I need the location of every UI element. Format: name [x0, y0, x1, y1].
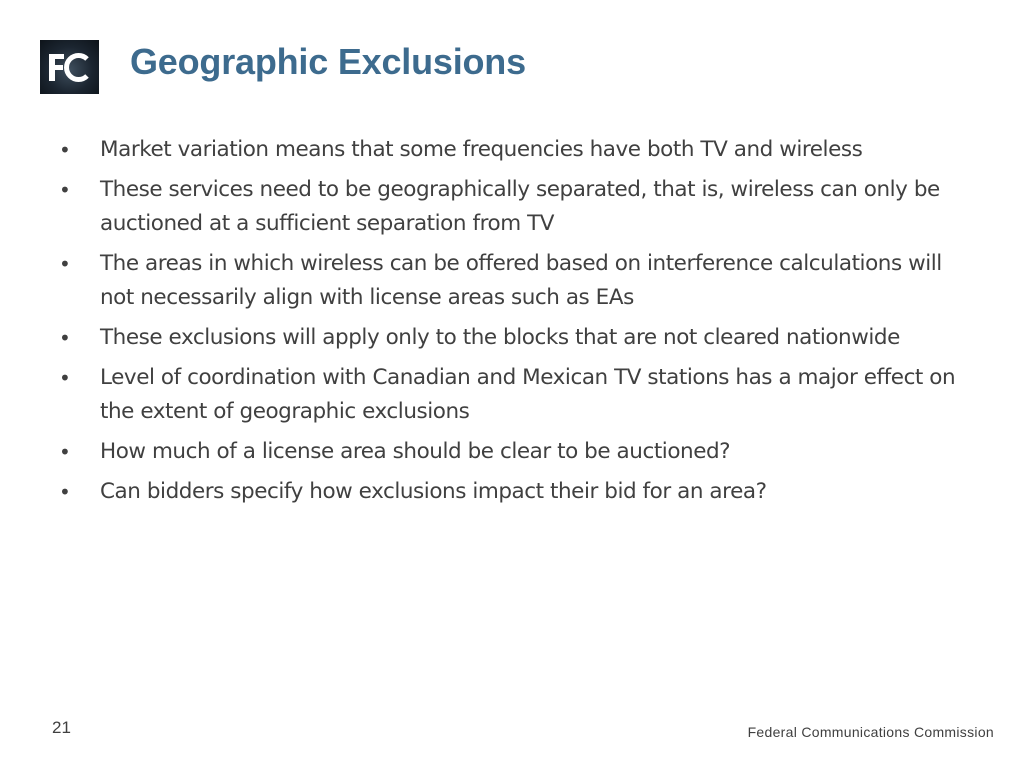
- bullet-dot-icon: •: [59, 440, 71, 464]
- bullet-item: [56, 361, 976, 429]
- bullet-text: Market variation means that some frequencies have both TV and wireless: [100, 137, 863, 162]
- bullet-dot-icon: •: [59, 480, 71, 504]
- bullet-item: [56, 247, 976, 315]
- bullet-dot-icon: •: [59, 366, 71, 390]
- bullet-dot-icon: •: [59, 326, 71, 350]
- bullet-text: These services need to be geographically separated, that is, wireless can only be auctioned at a sufficient separation from TV: [100, 177, 940, 236]
- bullet-item: [56, 173, 976, 241]
- bullet-text: Level of coordination with Canadian and Mexican TV stations has a major effect on the extent of geographic exclusions: [100, 365, 956, 424]
- bullet-dot-icon: •: [59, 252, 71, 276]
- bullet-dot-icon: •: [59, 138, 71, 162]
- bullet-text: These exclusions will apply only to the blocks that are not cleared nationwide: [100, 325, 900, 350]
- fcc-logo-icon: [40, 40, 99, 94]
- bullet-text: How much of a license area should be clear to be auctioned?: [100, 439, 731, 464]
- bullet-item: [56, 435, 976, 469]
- page-number: 21: [52, 718, 71, 737]
- bullet-item: [56, 475, 976, 509]
- bullet-dot-icon: •: [59, 178, 71, 202]
- bullet-list: [56, 133, 976, 515]
- bullet-item: [56, 321, 976, 355]
- slide-title: Geographic Exclusions: [130, 41, 526, 82]
- footer-organization: Federal Communications Commission: [747, 724, 994, 740]
- bullet-text: Can bidders specify how exclusions impact their bid for an area?: [100, 479, 767, 504]
- bullet-text: The areas in which wireless can be offered based on interference calculations will not necessarily align with license areas such as EAs: [100, 251, 942, 310]
- bullet-item: [56, 133, 976, 167]
